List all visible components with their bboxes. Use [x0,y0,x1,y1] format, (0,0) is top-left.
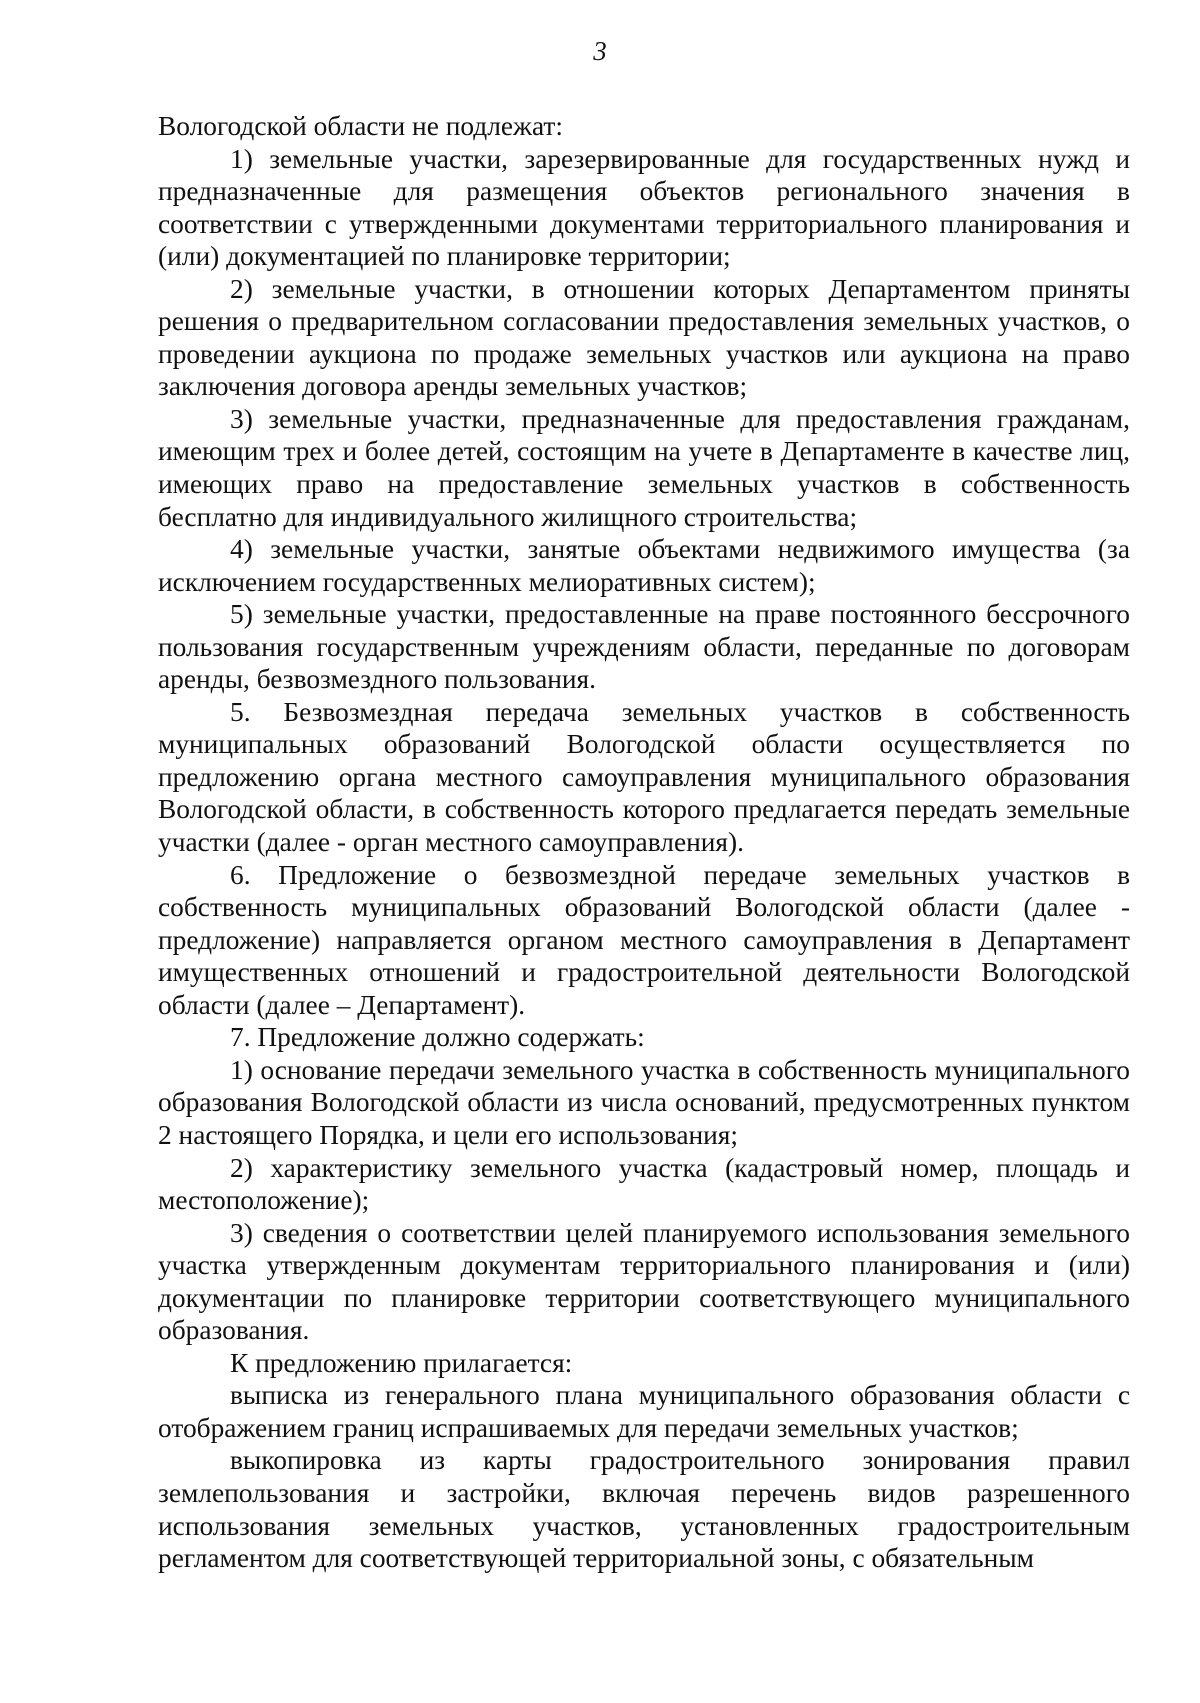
paragraph-clause-5: 5. Безвозмездная передача земельных участков в собственность муниципальных образований Вологодской области осуществляется по предложению органа местного самоуправления муниципального образования Вологодской области, в собственность которого предлагается передать земельные участки (далее - орган местного самоуправления). [158,696,1130,858]
page-number: 3 [593,36,607,66]
document-body [158,110,1130,1575]
paragraph-item-3-large-families: 3) земельные участки, предназначенные для предоставления гражданам, имеющим трех и более детей, состоящим на учете в Департаменте в качестве лиц, имеющих право на предоставление земельных участков в собственность бесплатно для индивидуального жилищного строительства; [158,403,1130,532]
paragraph-attachment-zoning-map: выкопировка из карты градостроительного зонирования правил землепользования и застройки, включая перечень видов разрешенного использования земельных участков, установленных градостроительным регламентом для соответствующей территориальной зоны, с обязательным [158,1445,1130,1574]
paragraph-item-1-reserved-lands: 1) земельные участки, зарезервированные для государственных нужд и предназначенные для размещения объектов регионального значения в соответствии с утвержденными документами территориального планирования и (или) документацией по планировке территории; [158,143,1130,272]
paragraph-attachments-heading: К предложению прилагается: [230,1347,573,1378]
paragraph-clause-7-item-1: 1) основание передачи земельного участка в собственность муниципального образования Вологодской области из числа оснований, предусмотренных пунктом 2 настоящего Порядка, и цели его использования; [158,1054,1130,1150]
paragraph-clause-6: 6. Предложение о безвозмездной передаче земельных участков в собственность муниципальных образований Вологодской области (далее - предложение) направляется органом местного самоуправления в Департамент имущественных отношений и градостроительной деятельности Вологодской области (далее – Департамент). [158,859,1130,1020]
paragraph-clause-7-item-3: 3) сведения о соответствии целей планируемого использования земельного участка утвержденным документам территориального планирования и (или) документации по планировке территории соответствующего муниципального образования. [158,1217,1130,1346]
paragraph-item-4-occupied-lands: 4) земельные участки, занятые объектами недвижимого имущества (за исключением государственных мелиоративных систем); [158,534,1130,597]
paragraph-clause-7-item-2: 2) характеристику земельного участка (кадастровый номер, площадь и местоположение); [158,1152,1130,1216]
paragraph-item-5-permanent-use: 5) земельные участки, предоставленные на праве постоянного бессрочного пользования государственным учреждениям области, переданные по договорам аренды, безвозмездного пользования. [158,599,1130,695]
paragraph-item-2-approved-decisions: 2) земельные участки, в отношении которых Департаментом приняты решения о предварительном согласовании предоставления земельных участков, о проведении аукциона по продаже земельных участков или аукциона на право заключения договора аренды земельных участков; [158,273,1130,402]
paragraph-attachment-general-plan: выписка из генерального плана муниципального образования области с отображением границ испрашиваемых для передачи земельных участков; [158,1380,1130,1443]
paragraph-clause-7: 7. Предложение должно содержать: [230,1022,645,1053]
paragraph-continuation: Вологодской области не подлежат: [158,111,563,141]
